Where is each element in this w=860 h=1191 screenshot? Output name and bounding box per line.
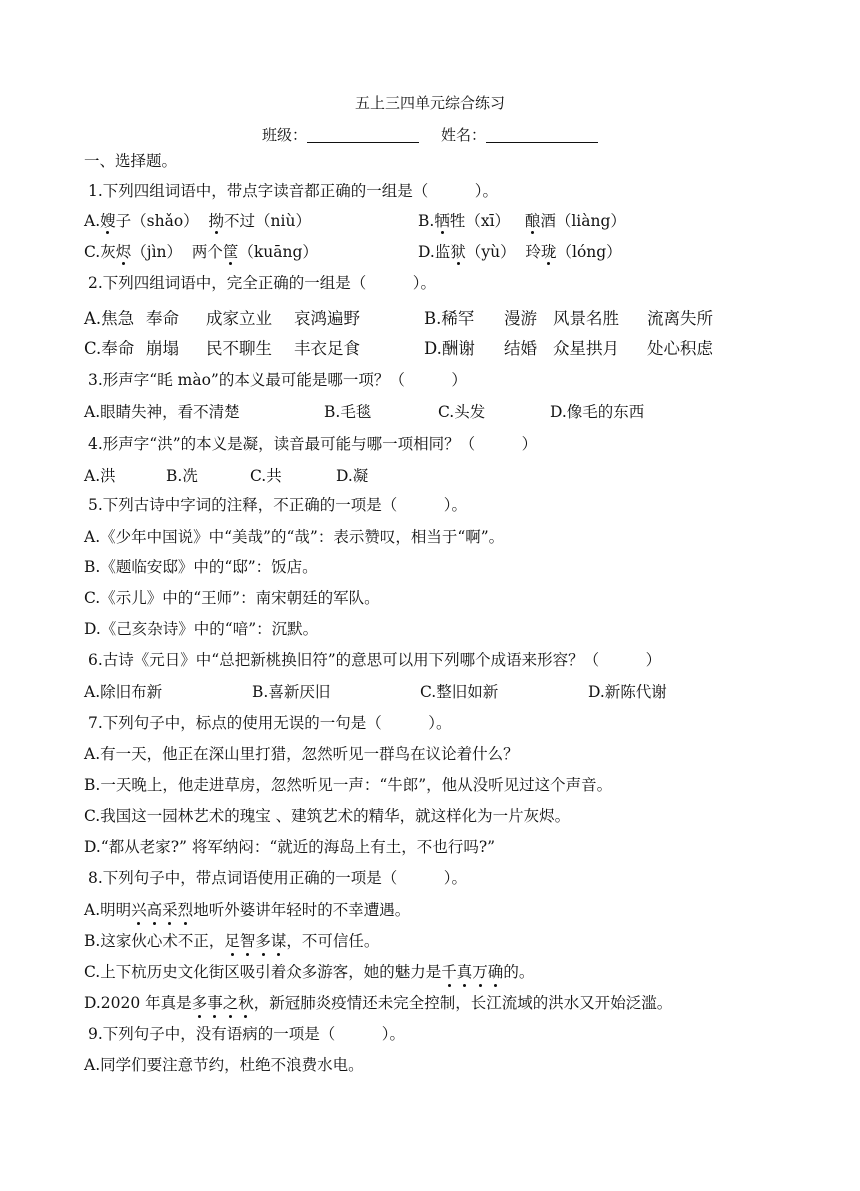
q7-option-a: A.有一天，他正在深山里打猎，忽然听见一群鸟在议论着什么？ xyxy=(84,745,519,763)
q6-stem: 6.古诗《元日》中“总把新桃换旧符”的意思可以用下列哪个成语来形容？（ ） xyxy=(88,651,662,669)
class-blank[interactable] xyxy=(307,126,419,143)
q8-option-b: B.这家伙心术不正，足智多谋，不可信任。 xyxy=(84,932,380,950)
q2-stem: 2.下列四组词语中，完全正确的一组是（ ）。 xyxy=(88,274,437,292)
q3-stem: 3.形声字“眊 mào”的本义最可能是哪一项？（ ） xyxy=(88,371,467,389)
q5-stem: 5.下列古诗中字词的注释，不正确的一项是（ ）。 xyxy=(88,496,468,514)
q8-a-dotted-word: 兴高采烈 xyxy=(131,901,194,919)
q2-option-a: A.焦急 奉命 成家立业 哀鸿遍野 xyxy=(84,309,360,328)
name-label: 姓名： xyxy=(441,126,487,144)
q7-option-c: C.我国这一园林艺术的瑰宝 、建筑艺术的精华，就这样化为一片灰烬。 xyxy=(84,807,571,825)
q8-stem: 8.下列句子中，带点词语使用正确的一项是（ ）。 xyxy=(88,869,468,887)
q8-option-a: A.明明兴高采烈地听外婆讲年轻时的不幸遭遇。 xyxy=(84,901,411,919)
q6-options xyxy=(84,681,820,703)
page-title: 五上三四单元综合练习 xyxy=(354,94,505,112)
q3-option-d: D.像毛的东西 xyxy=(550,403,645,421)
q9-stem: 9.下列句子中，没有语病的一项是（ ）。 xyxy=(88,1025,406,1043)
q6-option-b: B.喜新厌旧 xyxy=(252,683,331,701)
q2-option-c: C.奉命 崩塌 民不聊生 丰衣足食 xyxy=(84,339,360,358)
q2-row-cd xyxy=(84,338,820,360)
q4-option-d: D.凝 xyxy=(336,467,369,485)
q1-option-d: D.监狱（yù） 玲珑（lóng） xyxy=(418,243,622,261)
q8-option-c: C.上下杭历史文化街区吸引着众多游客，她的魅力是千真万确的。 xyxy=(84,963,535,981)
section-title: 一、选择题。 xyxy=(84,152,178,170)
q7-option-d: D.“都从老家?” 将军纳闷：“就近的海岛上有土，不也行吗?” xyxy=(84,838,496,856)
q6-option-d: D.新陈代谢 xyxy=(588,683,667,701)
q3-option-c: C.头发 xyxy=(438,403,486,421)
q5-option-c: C.《示儿》中的“王师”：南宋朝廷的军队。 xyxy=(84,589,380,607)
q2-option-b: B.稀罕 漫游 风景名胜 流离失所 xyxy=(424,309,713,328)
q2-option-d: D.酬谢 结婚 众星拱月 处心积虑 xyxy=(424,339,713,358)
q8-c-dotted-word: 千真万确 xyxy=(441,963,504,981)
q9-option-a: A.同学们要注意节约，杜绝不浪费水电。 xyxy=(84,1056,364,1074)
name-blank[interactable] xyxy=(486,126,598,143)
student-info-line xyxy=(0,124,860,146)
q4-option-b: B.冼 xyxy=(166,467,198,485)
q1-option-b: B.牺牲（xī） 酿酒（liàng） xyxy=(418,212,626,230)
q1-option-c: C.灰烬（jìn） 两个筐（kuāng） xyxy=(84,243,318,261)
q7-stem: 7.下列句子中，标点的使用无误的一句是（ ）。 xyxy=(88,714,452,732)
q8-option-d: D.2020 年真是多事之秋，新冠肺炎疫情还未完全控制，长江流域的洪水又开始泛滥。 xyxy=(84,994,673,1012)
q4-option-c: C.共 xyxy=(250,467,282,485)
q5-option-d: D.《己亥杂诗》中的“喑”：沉默。 xyxy=(84,620,319,638)
q2-row-ab xyxy=(84,308,820,330)
q4-stem: 4.形声字“洪”的本义是凝，读音最可能与哪一项相同？（ ） xyxy=(88,435,538,453)
class-label: 班级： xyxy=(261,126,307,144)
q3-option-b: B.毛毯 xyxy=(324,403,372,421)
q4-options xyxy=(84,465,820,487)
q1-option-a: A.嫂子（shǎo） 拗不过（niù） xyxy=(84,212,311,230)
q8-d-dotted-word: 多事之秋 xyxy=(191,994,254,1012)
q1-stem: 1.下列四组词语中，带点字读音都正确的一组是（ ）。 xyxy=(88,182,499,200)
q8-b-dotted-word: 足智多谋 xyxy=(224,932,287,950)
q7-option-b: B.一天晚上，他走进草房，忽然听见一声：“牛郎”，他从没听见过这个声音。 xyxy=(84,776,613,794)
q6-option-c: C.整旧如新 xyxy=(420,683,499,701)
q3-options xyxy=(84,401,820,423)
q5-option-b: B.《题临安邸》中的“邸”：饭店。 xyxy=(84,558,318,576)
q6-option-a: A.除旧布新 xyxy=(84,683,163,701)
q5-option-a: A.《少年中国说》中“美哉”的“哉”：表示赞叹，相当于“啊”。 xyxy=(84,528,505,546)
q1-row-cd xyxy=(84,241,820,263)
q3-option-a: A.眼睛失神，看不清楚 xyxy=(84,403,240,421)
q1-row-ab xyxy=(84,210,820,232)
q4-option-a: A.洪 xyxy=(84,467,116,485)
